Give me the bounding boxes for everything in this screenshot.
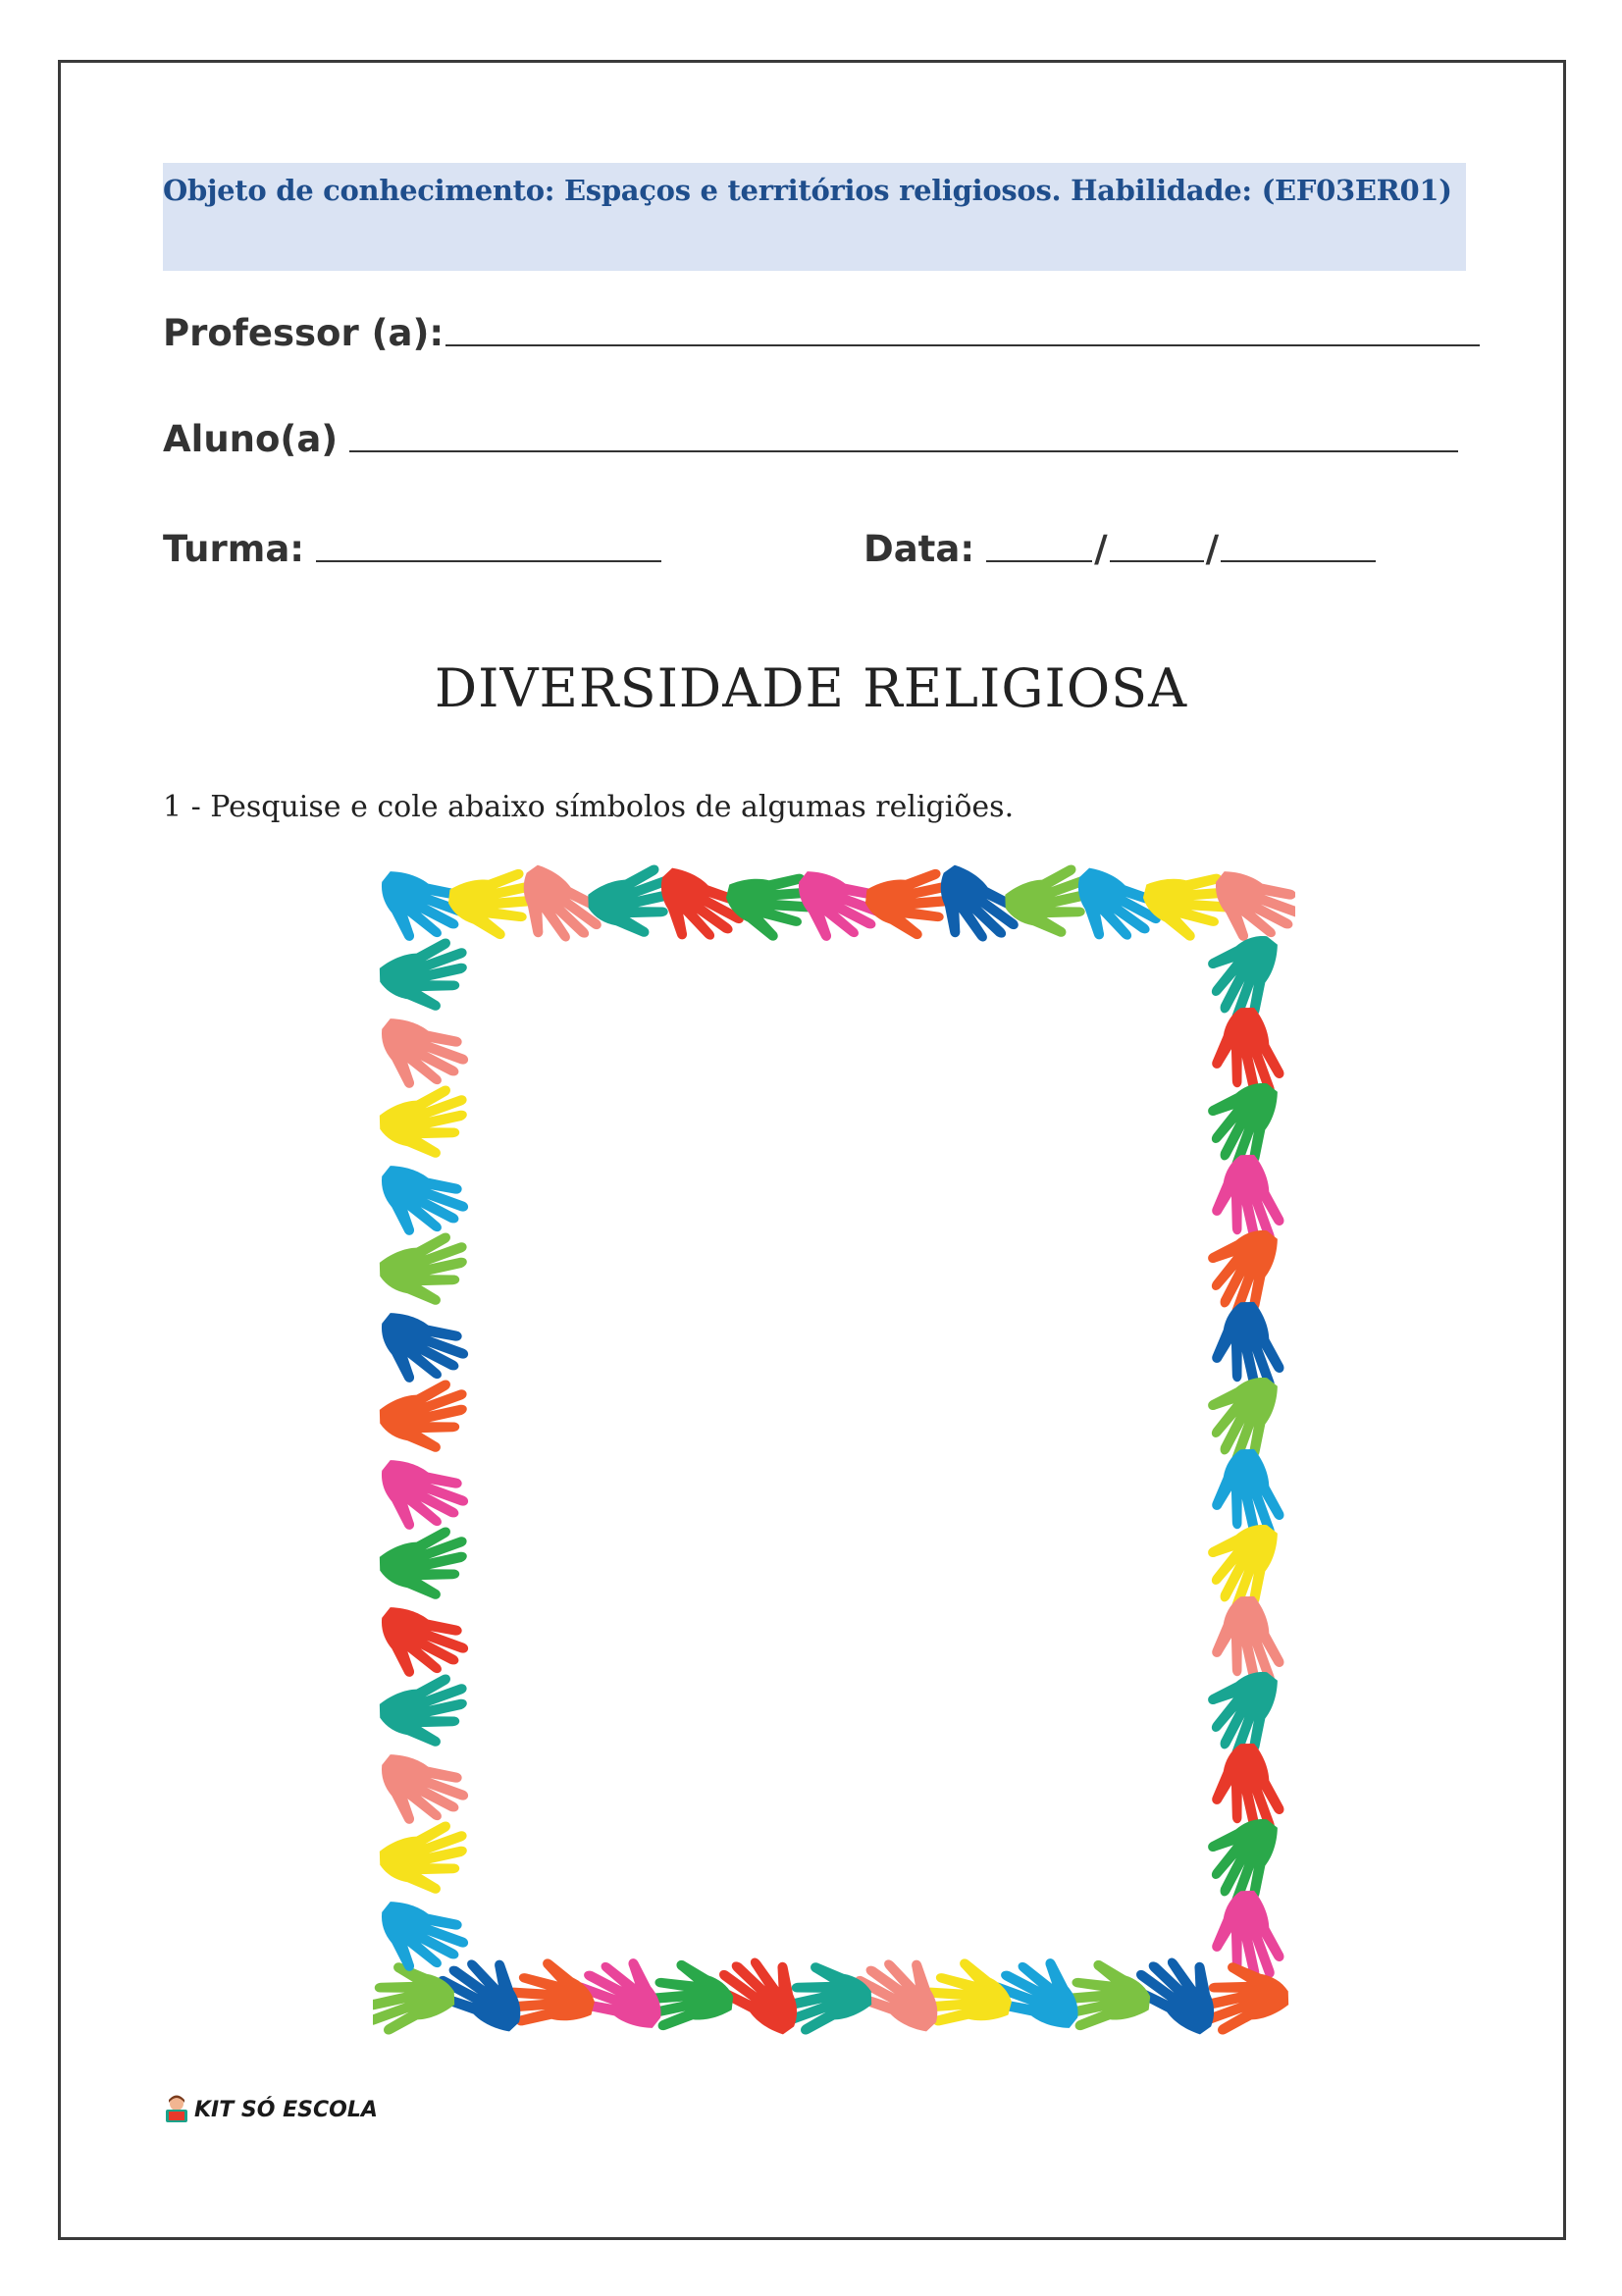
class-label: Turma: — [163, 528, 305, 570]
hand-print — [374, 1375, 482, 1467]
hand-print — [373, 1453, 475, 1545]
teacher-line[interactable] — [445, 337, 1480, 346]
hand-print — [374, 933, 482, 1025]
hand-border-frame — [373, 854, 1295, 2046]
hand-print — [373, 1012, 475, 1104]
hand-print — [373, 1306, 475, 1398]
objective-box — [163, 163, 1466, 271]
student-label: Aluno(a) — [163, 418, 339, 460]
hand-print — [374, 1227, 482, 1320]
date-month-line[interactable] — [1110, 552, 1204, 562]
date-slash-1: / — [1094, 528, 1108, 570]
date-year-line[interactable] — [1221, 552, 1376, 562]
footer-brand: KIT SÓ ESCOLA — [194, 2097, 378, 2122]
class-line[interactable] — [316, 552, 661, 562]
page-title: DIVERSIDADE RELIGIOSA — [434, 657, 1188, 719]
instruction-text: 1 - Pesquise e cole abaixo símbolos de algumas religiões. — [163, 790, 1015, 824]
hand-print — [374, 1522, 482, 1614]
hand-print — [373, 1948, 460, 2040]
student-field[interactable] — [163, 418, 1458, 460]
date-label: Data: — [863, 528, 975, 570]
date-day-line[interactable] — [986, 552, 1092, 562]
hand-print — [373, 1600, 475, 1693]
date-field[interactable] — [863, 528, 1376, 570]
teacher-label: Professor (a): — [163, 312, 445, 354]
hand-print — [374, 1669, 482, 1761]
date-slash-2: / — [1205, 528, 1220, 570]
hand-print — [374, 1080, 482, 1173]
teacher-field[interactable] — [163, 312, 1480, 354]
hand-print — [374, 1816, 482, 1908]
student-line[interactable] — [349, 443, 1458, 452]
student-reading-icon — [163, 2095, 190, 2124]
hand-print — [373, 1748, 475, 1840]
objective-text: Objeto de conhecimento: Espaços e territórios religiosos. Habilidade: (EF03ER01) — [163, 174, 1452, 207]
hand-print — [373, 1159, 475, 1251]
class-field[interactable] — [163, 528, 661, 570]
footer-logo — [163, 2095, 378, 2124]
